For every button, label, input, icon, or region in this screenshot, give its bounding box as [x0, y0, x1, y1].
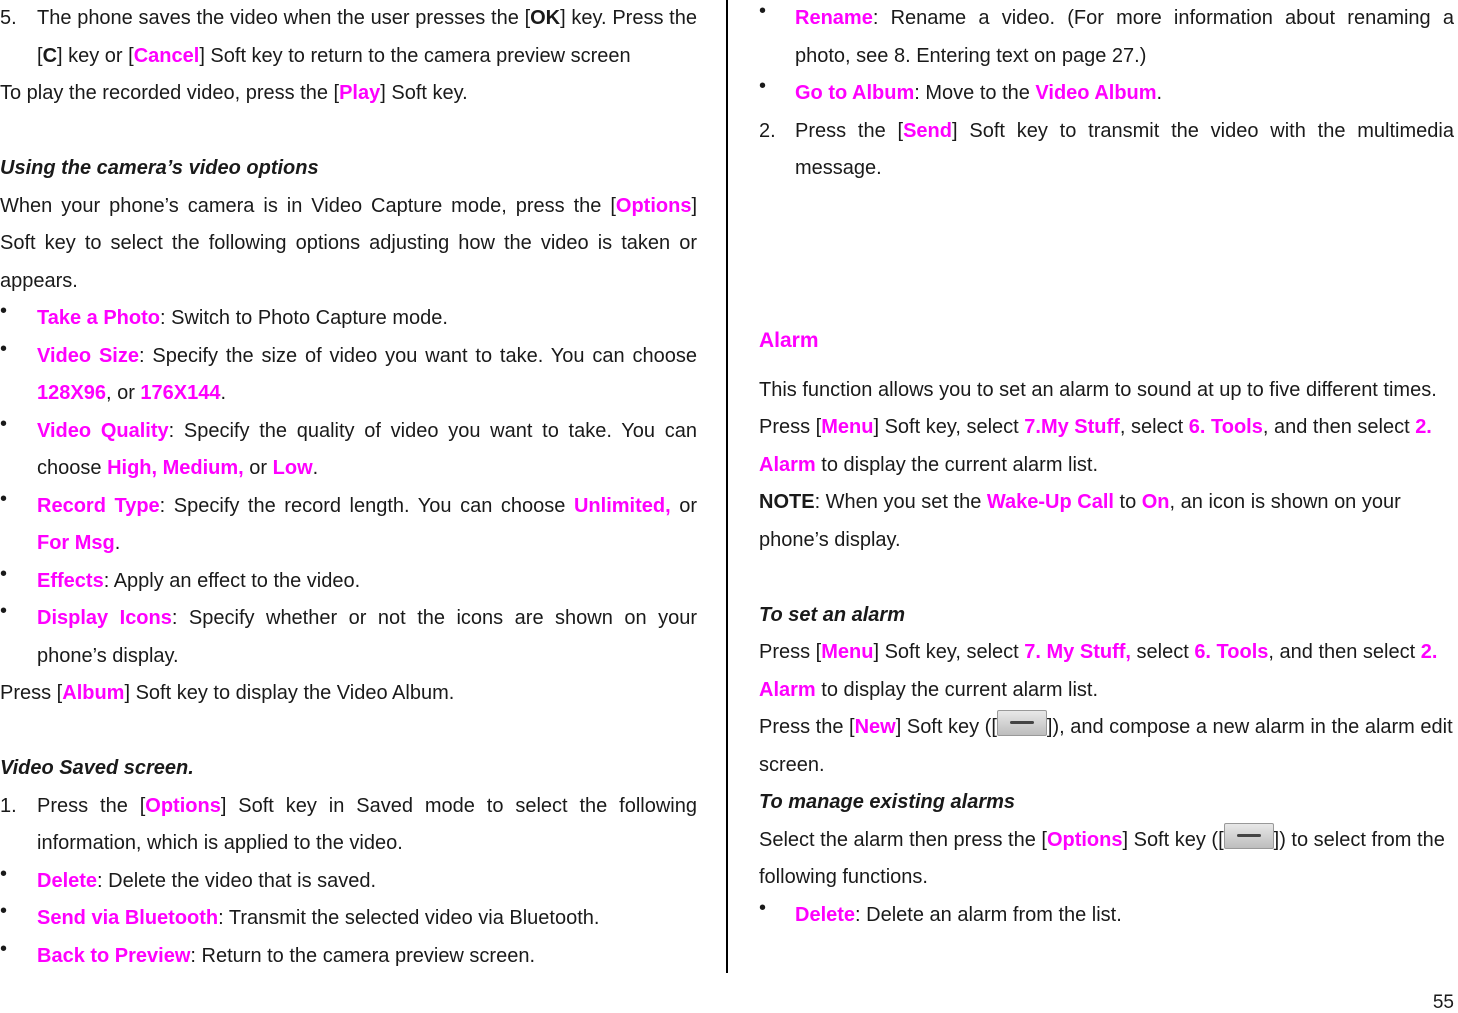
column-divider [726, 0, 728, 973]
bullet-record-type: • Record Type: Specify the record length. You can choose Unlimited, or For Msg. [0, 488, 697, 563]
bullet-video-size: • Video Size: Specify the size of video you want to take. You can choose 128X96, or 176X144. [0, 338, 697, 413]
c-key: C [42, 44, 58, 67]
options-heading: Using the camera’s video options [0, 157, 319, 179]
album-instruction: Press [Album] Soft key to display the Video Album. [0, 682, 455, 704]
left-column [0, 0, 697, 975]
bullet-delete-alarm: • Delete: Delete an alarm from the list. [759, 897, 1454, 935]
set-alarm-heading: To set an alarm [759, 603, 905, 626]
bullet-display-icons: • Display Icons: Specify whether or not the icons are shown on your phone’s display. [0, 600, 697, 675]
step-5: 5. The phone saves the video when the user presses the [OK] key. Press the [C] key or [Cancel] Soft key to return to the camera preview screen [0, 0, 697, 75]
play-key: Play [339, 82, 381, 104]
send-key: Send [903, 119, 952, 142]
note: NOTE: When you set the Wake-Up Call to On, an icon is shown on your phone’s display. [759, 491, 1401, 551]
play-instruction: To play the recorded video, press the [Play] Soft key. [0, 82, 468, 104]
manage-instruction: Select the alarm then press the [Options] Soft key ([ ]) to select from the following functions. [759, 822, 1454, 897]
options-intro: When your phone’s camera is in Video Capture mode, press the [Options] Soft key to select the following options adjusting how the video is taken or appears. [0, 194, 697, 292]
step-number: 1. [0, 794, 17, 817]
alarm-intro: This function allows you to set an alarm to sound at up to five different times. [759, 378, 1437, 401]
bullet-back-preview: • Back to Preview: Return to the camera preview screen. [0, 938, 697, 976]
bullet-send-bluetooth: • Send via Bluetooth: Transmit the selected video via Bluetooth. [0, 900, 697, 938]
saved-heading: Video Saved screen. [0, 757, 194, 779]
step-number: 2. [759, 119, 776, 142]
alarm-heading: Alarm [759, 328, 819, 352]
bullet-video-quality: • Video Quality: Specify the quality of video you want to take. You can choose High, Medium, or Low. [0, 413, 697, 488]
step-2: 2. Press the [Send] Soft key to transmit the video with the multimedia message. [759, 113, 1454, 188]
page-number: 55 [1432, 992, 1454, 1013]
cancel-key: Cancel [133, 44, 200, 67]
left-soft-key-icon [997, 710, 1047, 736]
left-soft-key-icon [1224, 823, 1274, 849]
ok-key: OK [530, 7, 561, 29]
bullet-effects: • Effects: Apply an effect to the video. [0, 563, 697, 601]
set-alarm-instruction: Press [Menu] Soft key, select 7. My Stuff, select 6. Tools, and then select 2. Alarm to display the current alarm list. [759, 641, 1438, 701]
bullet-take-photo: • Take a Photo: Switch to Photo Capture mode. [0, 300, 697, 338]
bullet-rename: • Rename: Rename a video. (For more information about renaming a photo, see 8. Entering text on page 27.) [759, 0, 1454, 75]
menu-instruction: Press [Menu] Soft key, select 7.My Stuff, select 6. Tools, and then select 2. Alarm to display the current alarm list. [759, 416, 1432, 476]
new-alarm-instruction: Press the [New] Soft key ([ ]), and compose a new alarm in the alarm edit screen. [759, 709, 1454, 784]
options-key: Options [615, 194, 692, 217]
step-number: 5. [0, 7, 17, 29]
options-key: Options [145, 794, 221, 817]
right-column [759, 0, 1454, 934]
bullet-delete: • Delete: Delete the video that is saved. [0, 863, 697, 901]
bullet-go-to-album: • Go to Album: Move to the Video Album. [759, 75, 1454, 113]
step-1: 1. Press the [Options] Soft key in Saved mode to select the following information, which is applied to the video. [0, 788, 697, 863]
manage-alarms-heading: To manage existing alarms [759, 791, 1016, 813]
album-key: Album [62, 682, 125, 704]
